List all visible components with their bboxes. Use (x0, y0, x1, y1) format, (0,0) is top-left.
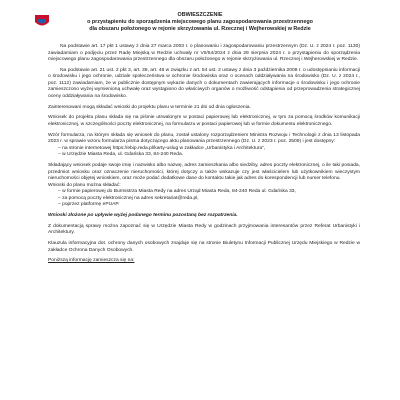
paragraph-applicant-data: Składający wniosek podaje swoje imię i nazwisko albo nazwę, adres zamieszkania albo siedziby, adres poczty elektronicznej, o ile taki posiada, przedmiot wniosku oraz oznaczenie nieruchomości, której dotyczy a także wskazuje czy jest właścicielem lub użytkownikiem wieczystym nieruchomości objętej wnioskiem, oraz może podać dodatkowe dane do kontaktu takie jak adres do korespondencji lub numer telefonu. (48, 163, 360, 182)
paragraph-form-template: Wzór formularza, na którym składa się wniosek do planu, został ustalony rozporządzeniem Ministra Rozwoju i Technologii z dnia 13 listopada 2023 r. w sprawie wzoru formularza pisma dotyczącego aktu planowania przestrzennego (Dz. U. z 2023 r. poz. 2509) i jest dostępny: (48, 132, 360, 145)
paragraph-environment: Na podstawie art. 21 ust. 2 pkt 3, art. 39, art. 48 w związku z art. 54 ust. 2 ustawy z dnia 3 października 2008 r. o udostępnianiu informacji o środowisku i jego ochronie, udziale społeczeństwa w ochronie środowiska oraz o ocenach oddziaływania na środowisko (Dz. U. z 2024 r., poz. 1112) zawiadamiam, że w publicznie dostępnym wykazie danych o dokumentach zawierających informacje o środowisku i jego ochronie zamieszczono wyżej wymienioną uchwałę oraz wystąpiono do właściwych organów o możliwość odstąpienia od przeprowadzenia strategicznej oceny oddziaływania na środowisko. (48, 67, 360, 100)
list-item: – na stronie internetowej https://ebip.reda.pl/karty-uslug w zakładce „Urbanistyka i Architektura”, (58, 146, 360, 153)
list-item: – poprzez platformę ePUAP. (58, 202, 360, 209)
paragraph-submission-methods: Wnioski do planu można składać: (48, 182, 121, 188)
list-item: – w Urzędzie Miasta Reda, ul. Gdańska 33, 84-240 Reda. (58, 152, 360, 159)
submission-methods-list (58, 189, 360, 209)
paragraph-data-protection: Klauzula informacyjna dot. ochrony danych osobowych znajduje się na stronie Biuletynu Informacji Publicznej Urzędu Miejskiego w Redzie w zakładce Ochrona Danych Osobowych. (48, 241, 360, 253)
title-line: dla obszaru położonego w rejonie skrzyżowania ul. Rzecznej i Wejherowskiej w Redzie (89, 25, 311, 32)
paragraph-documentation: Z dokumentacją sprawy można zapoznać się w Urzędzie Miasta Redy w godzinach przyjmowania interesantów przez Referat Urbanistyki i Architektury. (48, 223, 360, 236)
title-line: OBWIESZCZENIE (177, 12, 223, 18)
paragraph-legal-basis: Na podstawie art. 17 pkt 1 ustawy z dnia 27 marca 2003 r. o planowaniu i zagospodarowaniu przestrzennym (Dz. U. z 2024 r. poz. 1130) zawiadamiam o podjęciu przez Radę Miejską w Redzie uchwały nr VII/54/2024 z dnia 29 sierpnia 2024 r. o przystąpieniu do sporządzenia miejscowego planu zagospodarowania przestrzennego dla obszaru położonego w rejonie skrzyżowania ul. Rzecznej i Wejherowskiej w Redzie. (48, 44, 360, 63)
paragraph-late-submissions: Wnioski złożone po upływie wyżej podanego terminu pozostaną bez rozpatrzenia. (48, 213, 238, 219)
paragraph-deadline: Zainteresowani mogą składać wnioski do projektu planu w terminie 21 dni od dnia ogłoszenia. (48, 104, 251, 110)
form-availability-list (58, 146, 360, 159)
notice-body (48, 44, 360, 269)
paragraph-submission-form: Wniosek do projektu planu składa się na piśmie utrwalonym w postaci papierowej lub elektronicznej, w tym za pomocą środków komunikacji elektronicznej, w szczególności poczty elektronicznej, na formularzu w postaci papierowej lub w formie dokumentu elektronicznego. (48, 115, 360, 128)
notice-title (48, 12, 352, 33)
title-line: o przystąpieniu do sporządzenia miejscowego planu zagospodarowania przestrzennego (87, 18, 313, 25)
list-item: – za pomocą poczty elektronicznej na adres sekretariat@reda.pl, (58, 196, 360, 203)
paragraph-publication: Poniższą informację zamieszcza się na: (48, 258, 135, 264)
list-item: – w formie papierowej do Burmistrza Miasta Redy na adres Urząd Miasta Reda, 84-240 Reda ul. Gdańska 33, (58, 189, 360, 196)
